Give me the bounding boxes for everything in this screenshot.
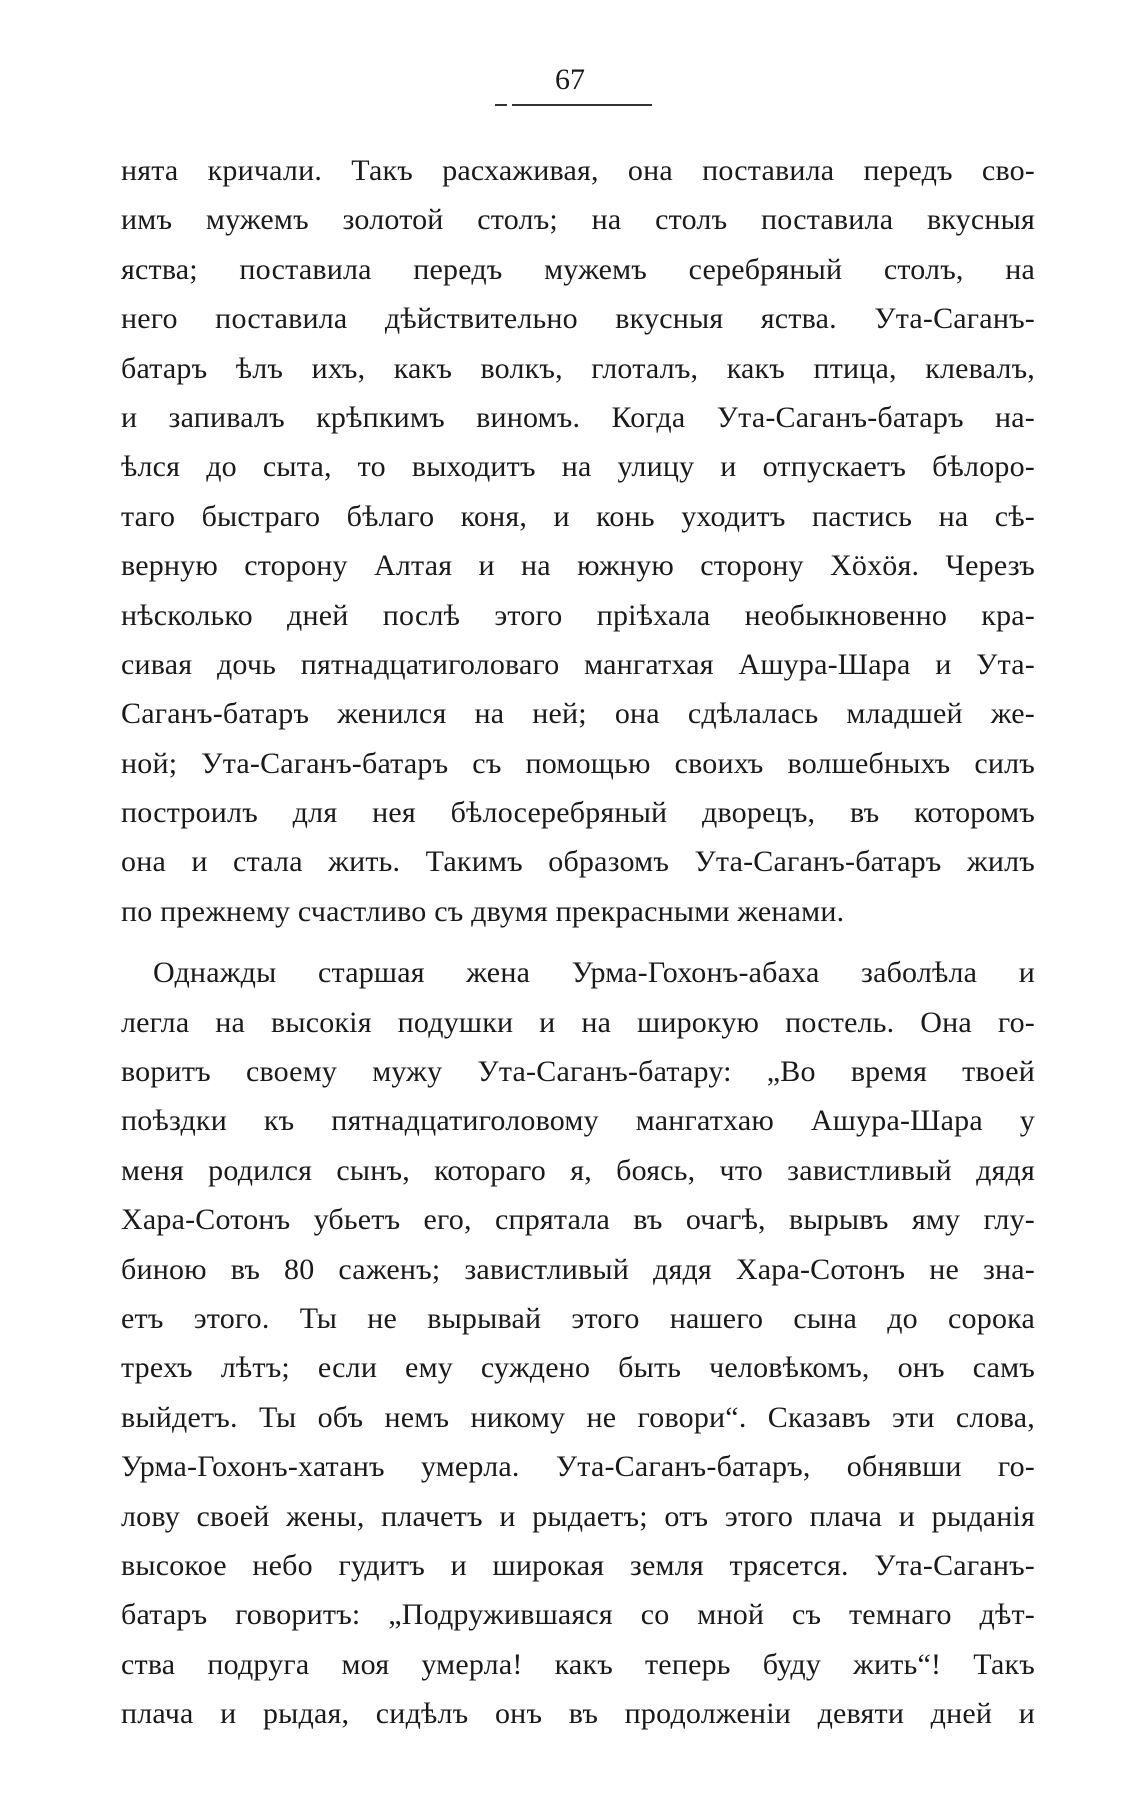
text-line: и запивалъ крѣпкимъ виномъ. Когда Ута-Саганъ-батаръ на- <box>121 400 1035 434</box>
text-line: яства; поставила передъ мужемъ серебряный столъ, на <box>121 252 1035 286</box>
text-line: поѣздки къ пятнадцатиголовому мангатхаю Ашура-Шара у <box>121 1104 1035 1138</box>
text-line: имъ мужемъ золотой столъ; на столъ поставила вкусныя <box>121 203 1035 237</box>
text-line: таго быстраго бѣлаго коня, и конь уходитъ пастись на сѣ- <box>121 499 1035 533</box>
text-line: Саганъ-батаръ женился на ней; она сдѣлалась младшей же- <box>121 697 1035 731</box>
text-line: высокое небо гудитъ и широкая земля трясется. Ута-Саганъ- <box>121 1548 1035 1582</box>
text-line: ѣлся до сыта, то выходитъ на улицу и отпускаетъ бѣлоро- <box>121 450 1035 484</box>
paragraph-gap <box>121 936 1035 948</box>
text-line: лову своей жены, плачетъ и рыдаетъ; отъ этого плача и рыданiя <box>121 1499 1035 1533</box>
text-line: биною въ 80 саженъ; завистливый дядя Хара-Сотонъ не зна- <box>121 1252 1035 1286</box>
text-line: Хара-Сотонъ убьетъ его, спрятала въ очагѣ, вырывъ яму глу- <box>121 1203 1035 1237</box>
text-line: батаръ говоритъ: „Подружившаяся со мной съ темнаго дѣт- <box>121 1598 1035 1632</box>
text-line: Однажды старшая жена Урма-Гохонъ-абаха заболѣла и <box>153 956 1035 990</box>
text-line: по прежнему счастливо съ двумя прекрасными женами. <box>121 894 845 928</box>
text-line: ной; Ута-Саганъ-батаръ съ помощью своихъ волшебныхъ силъ <box>121 746 1035 780</box>
paragraph <box>121 146 1035 936</box>
paragraph <box>121 948 1035 1738</box>
header-rule <box>512 104 652 106</box>
text-line: выйдетъ. Ты объ немъ никому не говори“. Сказавъ эти слова, <box>121 1400 1035 1434</box>
text-line: трехъ лѣтъ; если ему суждено быть человѣкомъ, онъ самъ <box>121 1351 1035 1385</box>
text-line: нята кричали. Такъ расхаживая, она поставила передъ сво- <box>121 154 1035 187</box>
text-line: Урма-Гохонъ-хатанъ умерла. Ута-Саганъ-батаръ, обнявши го- <box>121 1450 1035 1484</box>
text-line: меня родился сынъ, котораго я, боясь, что завистливый дядя <box>121 1153 1035 1187</box>
text-line: плача и рыдая, сидѣлъ онъ въ продолженiи девяти дней и <box>121 1697 1035 1731</box>
page-number: 67 <box>555 63 585 96</box>
text-line: ства подруга моя умерла! какъ теперь буду жить“! Такъ <box>121 1647 1035 1681</box>
text-line: етъ этого. Ты не вырывай этого нашего сына до сорока <box>121 1301 1035 1335</box>
body-text <box>121 146 1035 1739</box>
text-line: легла на высокiя подушки и на широкую постель. Она го- <box>121 1005 1035 1039</box>
text-line: она и стала жить. Такимъ образомъ Ута-Саганъ-батаръ жилъ <box>121 845 1035 879</box>
text-line: батаръ ѣлъ ихъ, какъ волкъ, глоталъ, какъ птица, клевалъ, <box>121 351 1035 385</box>
text-line: построилъ для нея бѣлосеребряный дворецъ, въ которомъ <box>121 796 1035 830</box>
text-line: нѣсколько дней послѣ этого прiѣхала необыкновенно кра- <box>121 598 1035 632</box>
text-line: воритъ своему мужу Ута-Саганъ-батару: „Во время твоей <box>121 1055 1035 1089</box>
text-line: него поставила дѣйствительно вкусныя яства. Ута-Саганъ- <box>121 302 1035 336</box>
text-line: верную сторону Алтая и на южную сторону Хӧхӧя. Черезъ <box>121 549 1035 583</box>
text-line: сивая дочь пятнадцатиголоваго мангатхая Ашура-Шара и Ута- <box>121 647 1035 681</box>
header-rule-left <box>495 104 507 106</box>
